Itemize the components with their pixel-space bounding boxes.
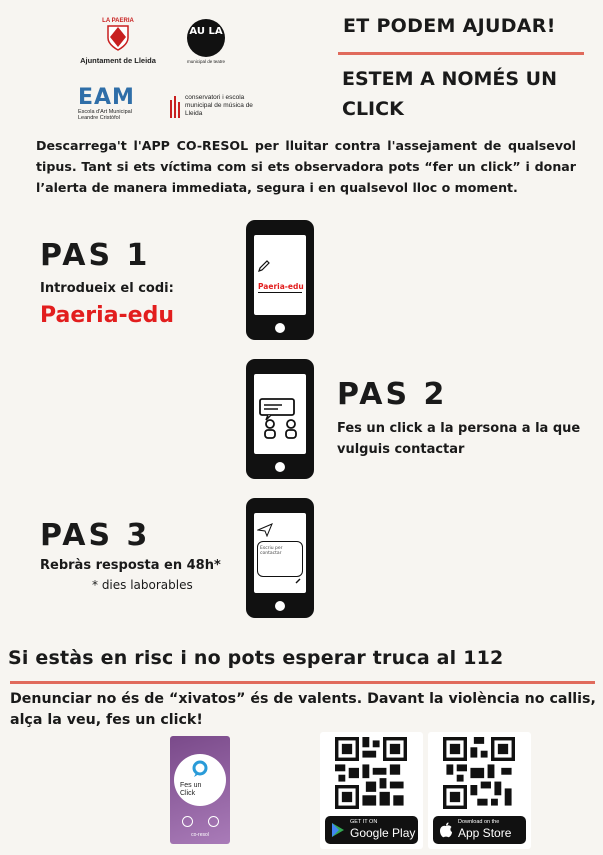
eam-logo	[78, 87, 158, 129]
step2-phone-screen	[254, 374, 306, 454]
app-store-card	[428, 732, 531, 849]
step3-title: PAS 3	[40, 518, 151, 553]
aula-name: municipal de teatre	[186, 59, 226, 64]
chat-people-icon	[254, 374, 306, 454]
app-store-badge[interactable]	[433, 816, 526, 844]
google-play-icon	[331, 822, 345, 838]
conservatori-logo	[170, 94, 265, 124]
home-button	[275, 323, 285, 333]
aula-mark: AU LA	[187, 19, 225, 57]
message-placeholder: Escriu per contactar	[260, 546, 283, 556]
step2-phone	[246, 359, 314, 479]
intro-text: Descarrega't l'APP CO-RESOL per lluitar contra l'assejament de qualsevol tipus. Tant si ets víctima com si ets observadora pots “fer un click” i donar l’alerta de manera immediata, segura i en qualsevol lloc o moment.	[36, 138, 576, 195]
app-tile-brand: co-resol	[191, 832, 209, 838]
eam-line2: Leandre Cristòfol	[78, 115, 120, 121]
step1-code: Paeria-edu	[40, 303, 174, 328]
app-tile-dot-left	[182, 816, 193, 827]
step3-phone-screen	[254, 513, 306, 593]
step1-screen-underline	[258, 292, 302, 293]
conservatori-bars-icon	[170, 96, 182, 118]
app-store-label: App Store	[458, 826, 512, 840]
eam-line1: Escola d'Art Municipal	[78, 109, 132, 115]
step2-desc: Fes un click a la persona a la que vulguis contactar	[337, 421, 581, 457]
paeria-top-text: LA PAERIA	[102, 18, 134, 24]
step1-title: PAS 1	[40, 238, 151, 273]
step3-note: * dies laborables	[92, 578, 193, 592]
message-box	[257, 541, 303, 577]
denounce-text: Denunciar no és de “xivatos” és de valents. Davant la violència no callis, alça la veu, fes un click!	[10, 691, 596, 728]
google-play-badge[interactable]	[325, 816, 418, 844]
step1-phone-screen	[254, 235, 306, 315]
paeria-logo	[78, 18, 158, 70]
qr-code-icon	[443, 737, 515, 809]
app-tile-circle	[174, 754, 226, 806]
paeria-name: Ajuntament de Lleida	[80, 56, 156, 65]
home-button	[275, 462, 285, 472]
send-icon	[257, 523, 273, 537]
app-store-small: Download on the	[458, 819, 500, 825]
google-play-card	[320, 732, 423, 849]
app-tile[interactable]	[170, 736, 230, 844]
header-subtitle: ESTEM A NOMÉS UN CLICK	[342, 68, 558, 120]
step3-phone	[246, 498, 314, 618]
step2-title: PAS 2	[337, 377, 448, 412]
risk-divider	[10, 681, 595, 684]
eam-mark: EAM	[78, 85, 135, 110]
google-play-small: GET IT ON	[350, 819, 378, 825]
step1-phone	[246, 220, 314, 340]
app-tile-dot-right	[208, 816, 219, 827]
app-tile-label: Fes un Click	[180, 782, 202, 797]
google-play-label: Google Play	[350, 826, 416, 840]
paeria-shield-icon	[78, 24, 158, 52]
qr-code-icon	[335, 737, 407, 809]
risk-text: Si estàs en risc i no pots esperar truca al 112	[8, 647, 504, 669]
step1-desc: Introdueix el codi:	[40, 281, 174, 296]
header-title: ET PODEM AJUDAR!	[343, 15, 556, 37]
conservatori-name: conservatori i escola municipal de música de Lleida	[185, 94, 253, 117]
aula-logo	[185, 19, 227, 69]
step3-desc: Rebràs resposta en 48h*	[40, 558, 221, 573]
header-divider	[338, 52, 584, 55]
home-button	[275, 601, 285, 611]
apple-icon	[439, 822, 453, 838]
step1-screen-code: Paeria-edu	[258, 282, 304, 291]
chat-bubble-icon	[190, 760, 210, 778]
pencil-icon	[257, 259, 271, 273]
attach-icon	[294, 577, 302, 585]
